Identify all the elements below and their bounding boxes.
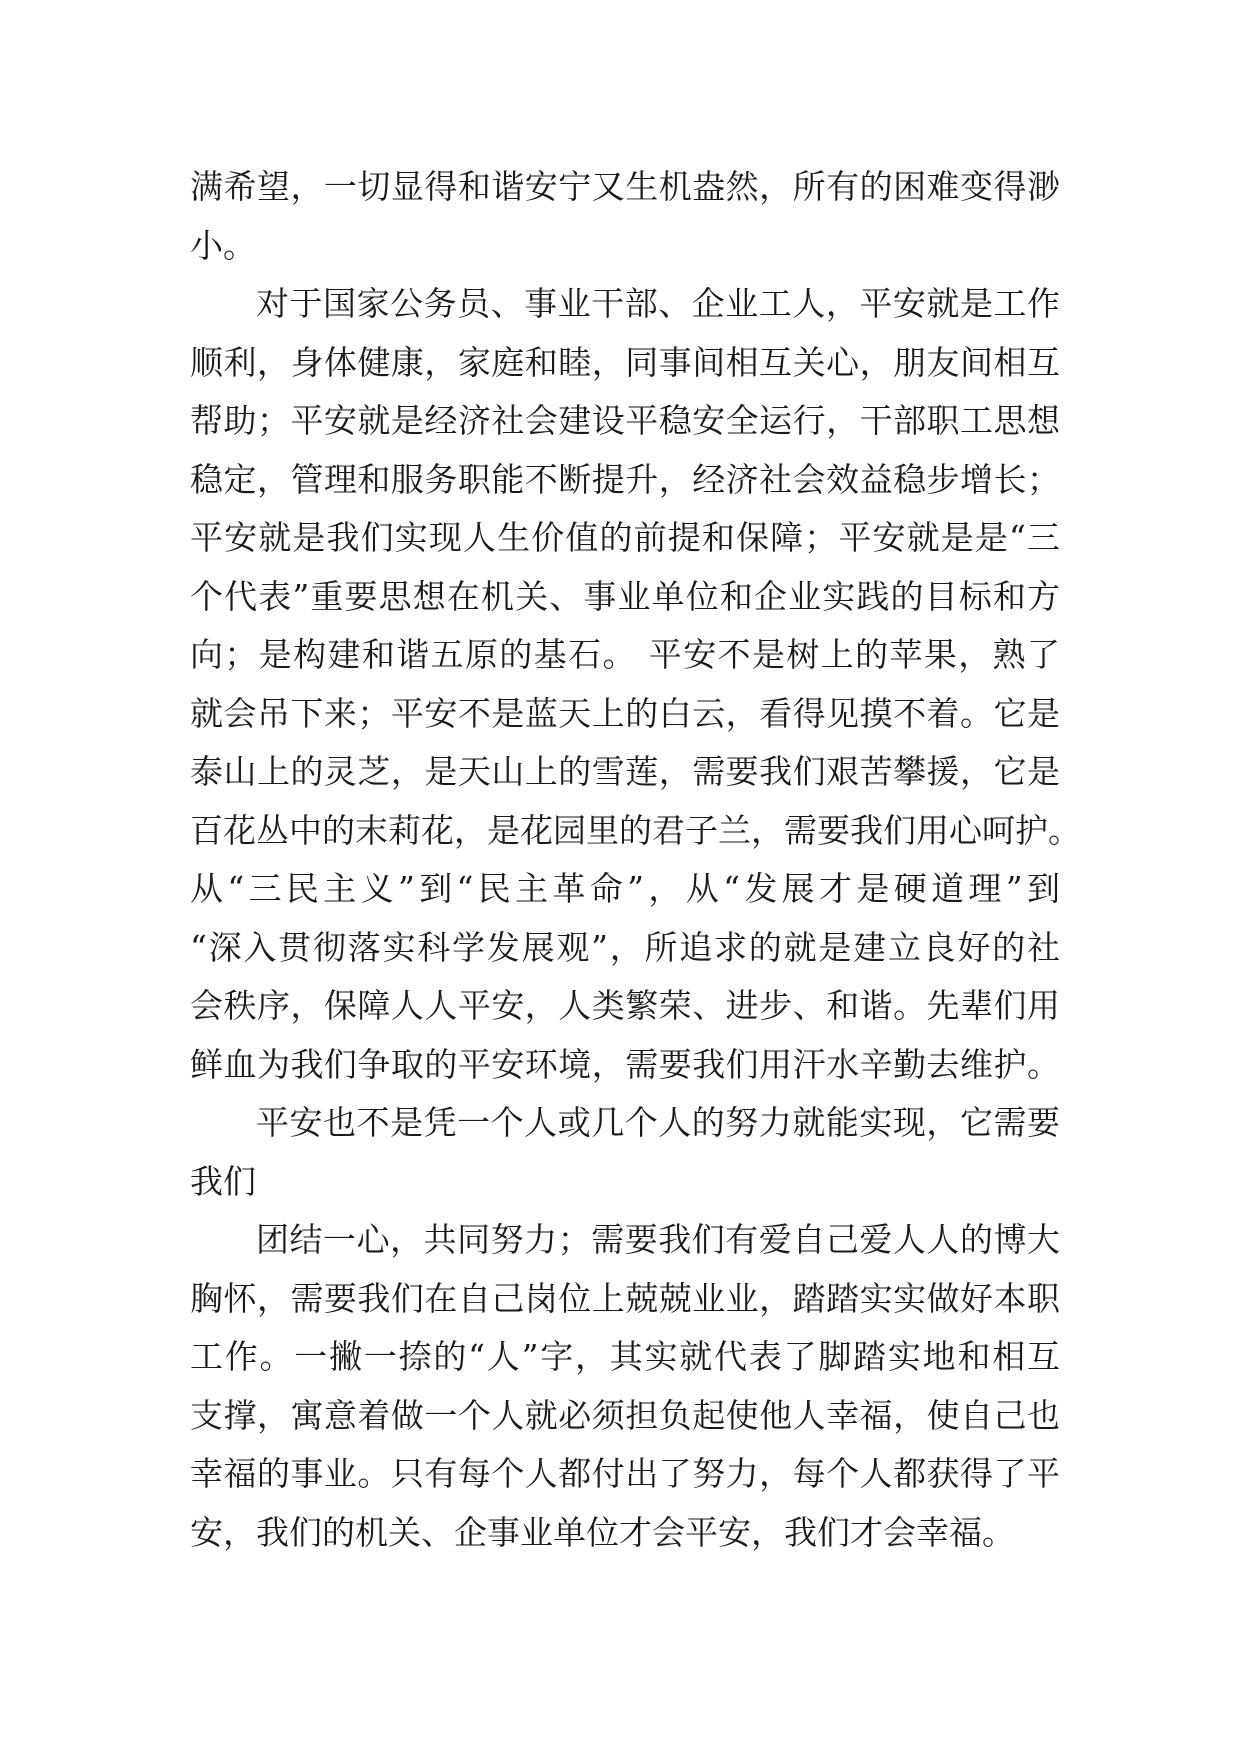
text-line: 顺利，身体健康，家庭和睦，同事间相互关心，朋友间相互: [190, 342, 1060, 382]
text-line: 安，我们的机关、企事业单位才会平安，我们才会幸福。: [190, 1512, 1015, 1552]
text-line: 平安也不是凭一个人或几个人的努力就能实现，它需要: [256, 1103, 1060, 1142]
text-line: 小。: [190, 225, 256, 265]
text-line: 工作。一撇一捺的“人”字，其实就代表了脚踏实地和相互: [190, 1337, 1060, 1376]
text-line: 胸怀，需要我们在自己岗位上兢兢业业，踏踏实实做好本职: [190, 1278, 1060, 1318]
text-line: 鲜血为我们争取的平安环境，需要我们用汗水辛勤去维护。: [190, 1044, 1060, 1084]
text-line: 对于国家公务员、事业干部、企业工人，平安就是工作: [256, 284, 1060, 323]
text-line: 会秩序，保障人人平安，人类繁荣、进步、和谐。先辈们用: [190, 986, 1060, 1025]
text-line: 支撑，寓意着做一个人就必须担负起使他人幸福，使自己也: [190, 1395, 1060, 1435]
text-line: 个代表”重要思想在机关、事业单位和企业实践的目标和方: [190, 576, 1060, 616]
text-line: 稳定，管理和服务职能不断提升，经济社会效益稳步增长；: [190, 459, 1060, 499]
text-line: “深入贯彻落实科学发展观”，所追求的就是建立良好的社: [190, 927, 1060, 967]
text-line: 满希望，一切显得和谐安宁又生机盎然，所有的困难变得渺: [190, 167, 1060, 206]
text-line: 泰山上的灵芝，是天山上的雪莲，需要我们艰苦攀援，它是: [190, 752, 1060, 791]
text-line: 就会吊下来；平安不是蓝天上的白云，看得见摸不着。它是: [190, 693, 1060, 733]
text-line: 我们: [190, 1161, 256, 1201]
text-line: 百花丛中的末莉花，是花园里的君子兰，需要我们用心呵护。: [190, 810, 1081, 850]
text-line: 平安就是我们实现人生价值的前提和保障；平安就是是“三: [190, 518, 1060, 557]
text-line: 帮助；平安就是经济社会建设平稳安全运行，干部职工思想: [190, 401, 1060, 440]
document-body: [190, 158, 1081, 1562]
text-line: 幸福的事业。只有每个人都付出了努力，每个人都获得了平: [190, 1454, 1060, 1493]
text-line: 从“三民主义”到“民主革命”，从“发展才是硬道理”到: [190, 869, 1060, 908]
text-line: 向；是构建和谐五原的基石。 平安不是树上的苹果，熟了: [190, 635, 1060, 674]
text-line: 团结一心，共同努力；需要我们有爱自己爱人人的博大: [256, 1220, 1060, 1259]
